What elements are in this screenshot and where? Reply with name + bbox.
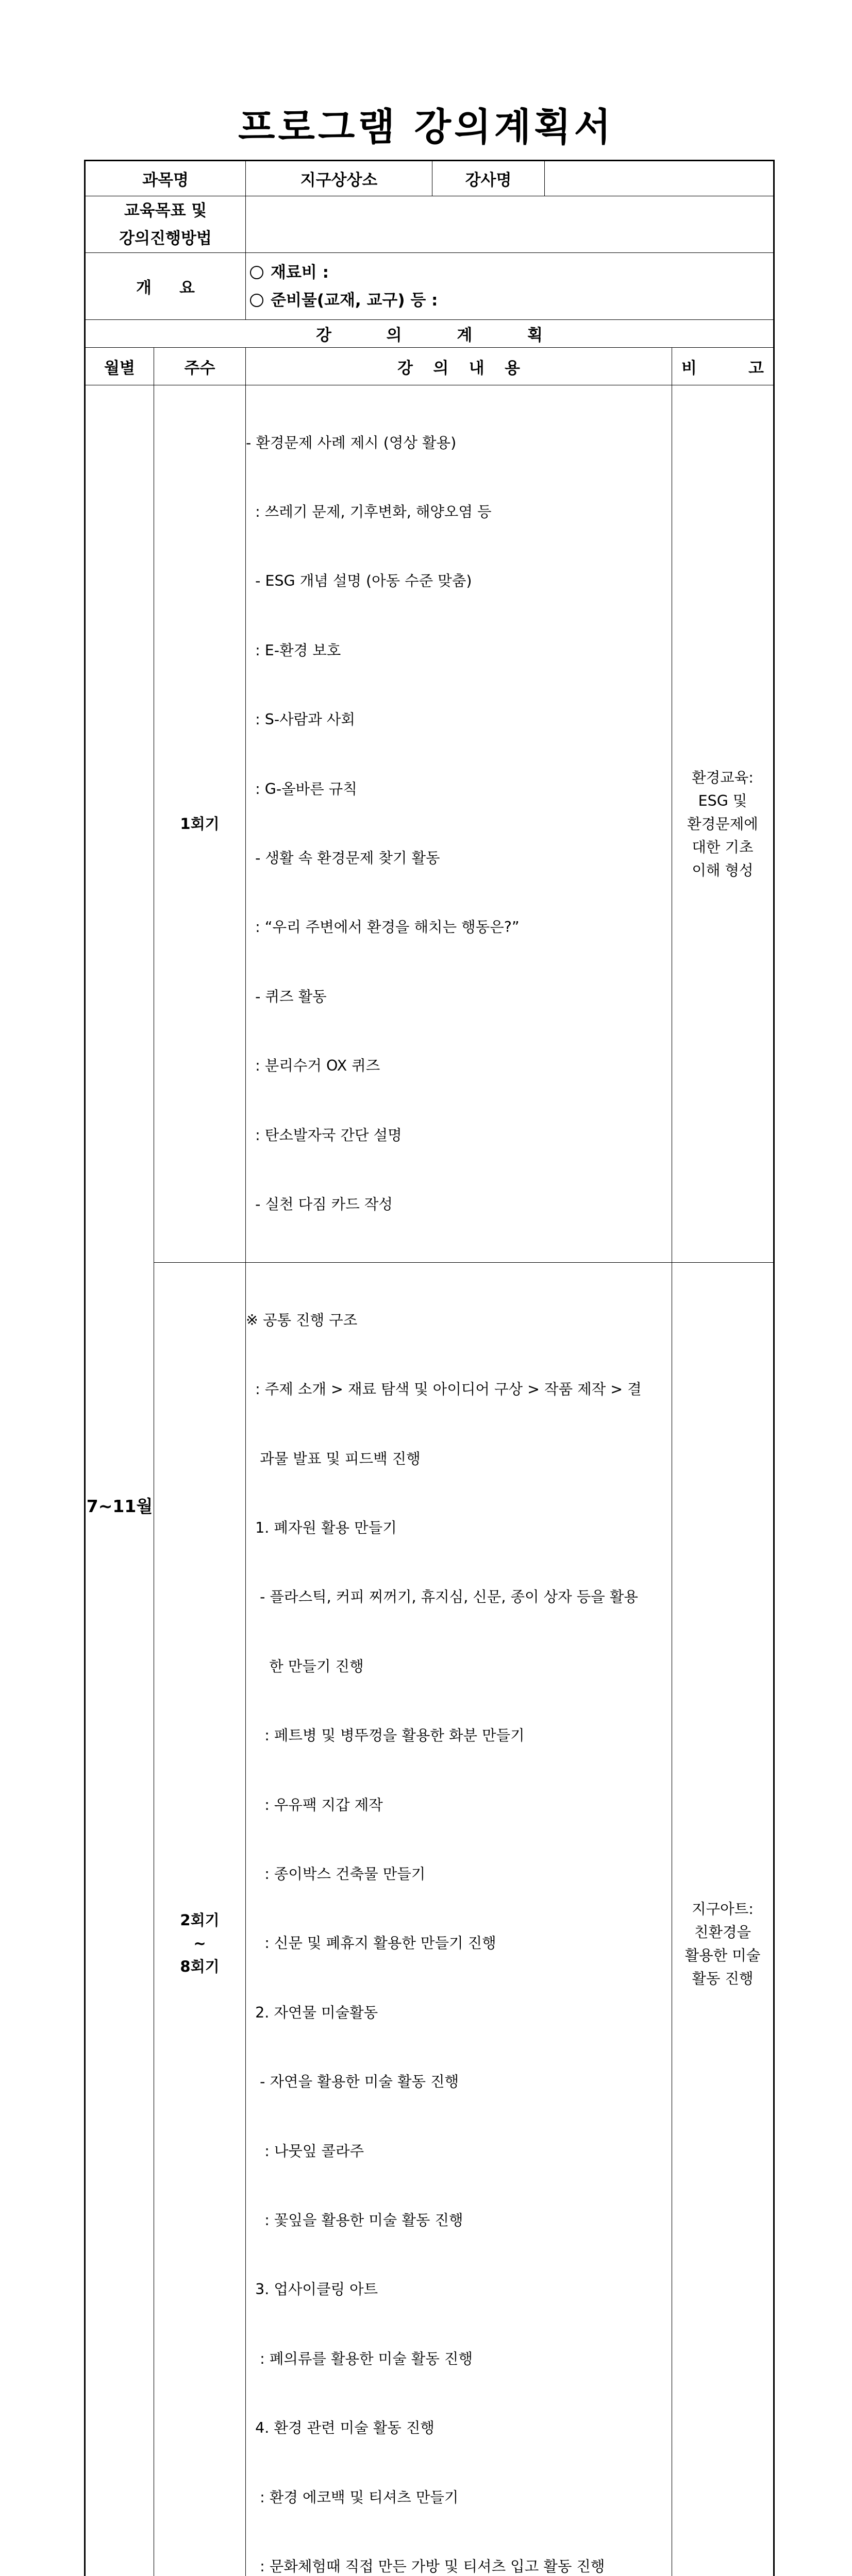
content-line: : 페트병 및 병뚜껑을 활용한 화분 만들기 bbox=[246, 1724, 672, 1748]
instructor-label: 강사명 bbox=[432, 161, 545, 196]
content-line: 4. 환경 관련 미술 활동 진행 bbox=[246, 2417, 672, 2440]
content-line: 한 만들기 진행 bbox=[246, 1655, 672, 1679]
col-remark bbox=[672, 348, 774, 385]
remark-cell bbox=[672, 1263, 774, 2576]
section-title-char: 획 bbox=[527, 322, 543, 345]
overview-item-text: 재료비 : bbox=[271, 263, 329, 282]
remark-line: 환경문제에 bbox=[672, 812, 773, 836]
content-line: - ESG 개념 설명 (아동 수준 맞춤) bbox=[246, 570, 672, 593]
col-content-char: 강 bbox=[397, 355, 413, 378]
content-line: : 주제 소개 > 재료 탐색 및 아이디어 구상 > 작품 제작 > 결 bbox=[246, 1378, 672, 1401]
circle-icon bbox=[250, 294, 263, 307]
content-line: - 생활 속 환경문제 찾기 활동 bbox=[246, 847, 672, 870]
lecture-plan-table bbox=[84, 160, 775, 2576]
instructor-value[interactable] bbox=[545, 161, 774, 196]
remark-cell bbox=[672, 385, 774, 1263]
col-content-char: 의 bbox=[433, 355, 448, 378]
remark-line: 활용한 미술 bbox=[672, 1944, 773, 1967]
overview-label-b: 요 bbox=[179, 275, 195, 298]
goals-row bbox=[85, 196, 774, 253]
month-cell: 7~11월 bbox=[85, 385, 154, 2576]
subject-value[interactable]: 지구상상소 bbox=[246, 161, 432, 196]
col-content-char: 용 bbox=[505, 355, 520, 378]
content-line: : 꽃잎을 활용한 미술 활동 진행 bbox=[246, 2209, 672, 2232]
content-line: - 자연을 활용한 미술 활동 진행 bbox=[246, 2071, 672, 2094]
overview-item bbox=[246, 259, 773, 286]
section-title-char: 의 bbox=[387, 322, 402, 345]
content-line: : 쓰레기 문제, 기후변화, 해양오염 등 bbox=[246, 501, 672, 524]
overview-row bbox=[85, 253, 774, 320]
overview-item-text: 준비물(교재, 교구) 등 : bbox=[271, 291, 438, 310]
week-line: ~ bbox=[154, 1932, 245, 1955]
goals-value[interactable] bbox=[246, 196, 774, 253]
section-title-char: 강 bbox=[316, 322, 331, 345]
content-line: 1. 폐자원 활용 만들기 bbox=[246, 1517, 672, 1540]
col-remark-char: 비 bbox=[681, 355, 697, 378]
content-line: : 분리수거 OX 퀴즈 bbox=[246, 1055, 672, 1078]
content-line: : S-사람과 사회 bbox=[246, 708, 672, 732]
overview-label-a: 개 bbox=[136, 275, 152, 298]
col-week: 주수 bbox=[154, 348, 246, 385]
page-title: 프로그램 강의계획서 bbox=[0, 97, 852, 151]
remark-line: 친환경을 bbox=[672, 1921, 773, 1944]
week-line: 8회기 bbox=[154, 1955, 245, 1978]
remark-line: 지구아트: bbox=[672, 1897, 773, 1921]
col-content-char: 내 bbox=[469, 355, 485, 378]
section-title-row bbox=[85, 320, 774, 348]
content-line: - 플라스틱, 커피 찌꺼기, 휴지심, 신문, 종이 상자 등을 활용 bbox=[246, 1586, 672, 1609]
section-title bbox=[85, 320, 774, 348]
section-title-char: 계 bbox=[457, 322, 472, 345]
content-cell bbox=[246, 385, 672, 1263]
content-line: : 환경 에코백 및 티셔츠 만들기 bbox=[246, 2486, 672, 2510]
content-line: - 환경문제 사례 제시 (영상 활용) bbox=[246, 432, 672, 455]
goals-label-line2: 강의진행방법 bbox=[86, 225, 245, 252]
week-line: 2회기 bbox=[154, 1909, 245, 1932]
content-line: : “우리 주변에서 환경을 해치는 행동은?” bbox=[246, 916, 672, 939]
plan-row-2 bbox=[85, 1263, 774, 2576]
content-line: : 나뭇잎 콜라주 bbox=[246, 2140, 672, 2163]
content-line: : 우유팩 지갑 제작 bbox=[246, 1794, 672, 1817]
content-line: : G-올바른 규칙 bbox=[246, 778, 672, 801]
content-line: : 종이박스 건축물 만들기 bbox=[246, 1863, 672, 1886]
goals-label-line1: 교육목표 및 bbox=[86, 197, 245, 225]
overview-value[interactable] bbox=[246, 253, 774, 320]
goals-label bbox=[85, 196, 246, 253]
content-line: - 퀴즈 활동 bbox=[246, 986, 672, 1009]
content-line: : E-환경 보호 bbox=[246, 639, 672, 663]
content-line: 2. 자연물 미술활동 bbox=[246, 2002, 672, 2025]
subject-label: 과목명 bbox=[85, 161, 246, 196]
subject-row bbox=[85, 161, 774, 196]
col-content bbox=[246, 348, 672, 385]
remark-line: 대한 기초 bbox=[672, 836, 773, 859]
content-line: : 탄소발자국 간단 설명 bbox=[246, 1124, 672, 1147]
week-cell bbox=[154, 1263, 246, 2576]
remark-line: 활동 진행 bbox=[672, 1967, 773, 1990]
content-line: - 실천 다짐 카드 작성 bbox=[246, 1193, 672, 1216]
content-line: : 문화체험때 직접 만든 가방 및 티셔츠 입고 활동 진행 bbox=[246, 2555, 672, 2576]
plan-row-1 bbox=[85, 385, 774, 1263]
remark-line: ESG 및 bbox=[672, 789, 773, 812]
circle-icon bbox=[250, 266, 263, 279]
overview-label bbox=[85, 253, 246, 320]
content-cell bbox=[246, 1263, 672, 2576]
week-line: 1회기 bbox=[154, 812, 245, 836]
content-line: 3. 업사이클링 아트 bbox=[246, 2278, 672, 2301]
col-month: 월별 bbox=[85, 348, 154, 385]
remark-line: 이해 형성 bbox=[672, 859, 773, 882]
column-header-row bbox=[85, 348, 774, 385]
overview-item bbox=[246, 286, 773, 314]
content-line: 과물 발표 및 피드백 진행 bbox=[246, 1448, 672, 1471]
content-line: : 신문 및 폐휴지 활용한 만들기 진행 bbox=[246, 1932, 672, 1955]
content-line: ※ 공통 진행 구조 bbox=[246, 1309, 672, 1332]
col-remark-char: 고 bbox=[748, 355, 764, 378]
content-line: : 폐의류를 활용한 미술 활동 진행 bbox=[246, 2348, 672, 2371]
remark-line: 환경교육: bbox=[672, 766, 773, 789]
week-cell bbox=[154, 385, 246, 1263]
